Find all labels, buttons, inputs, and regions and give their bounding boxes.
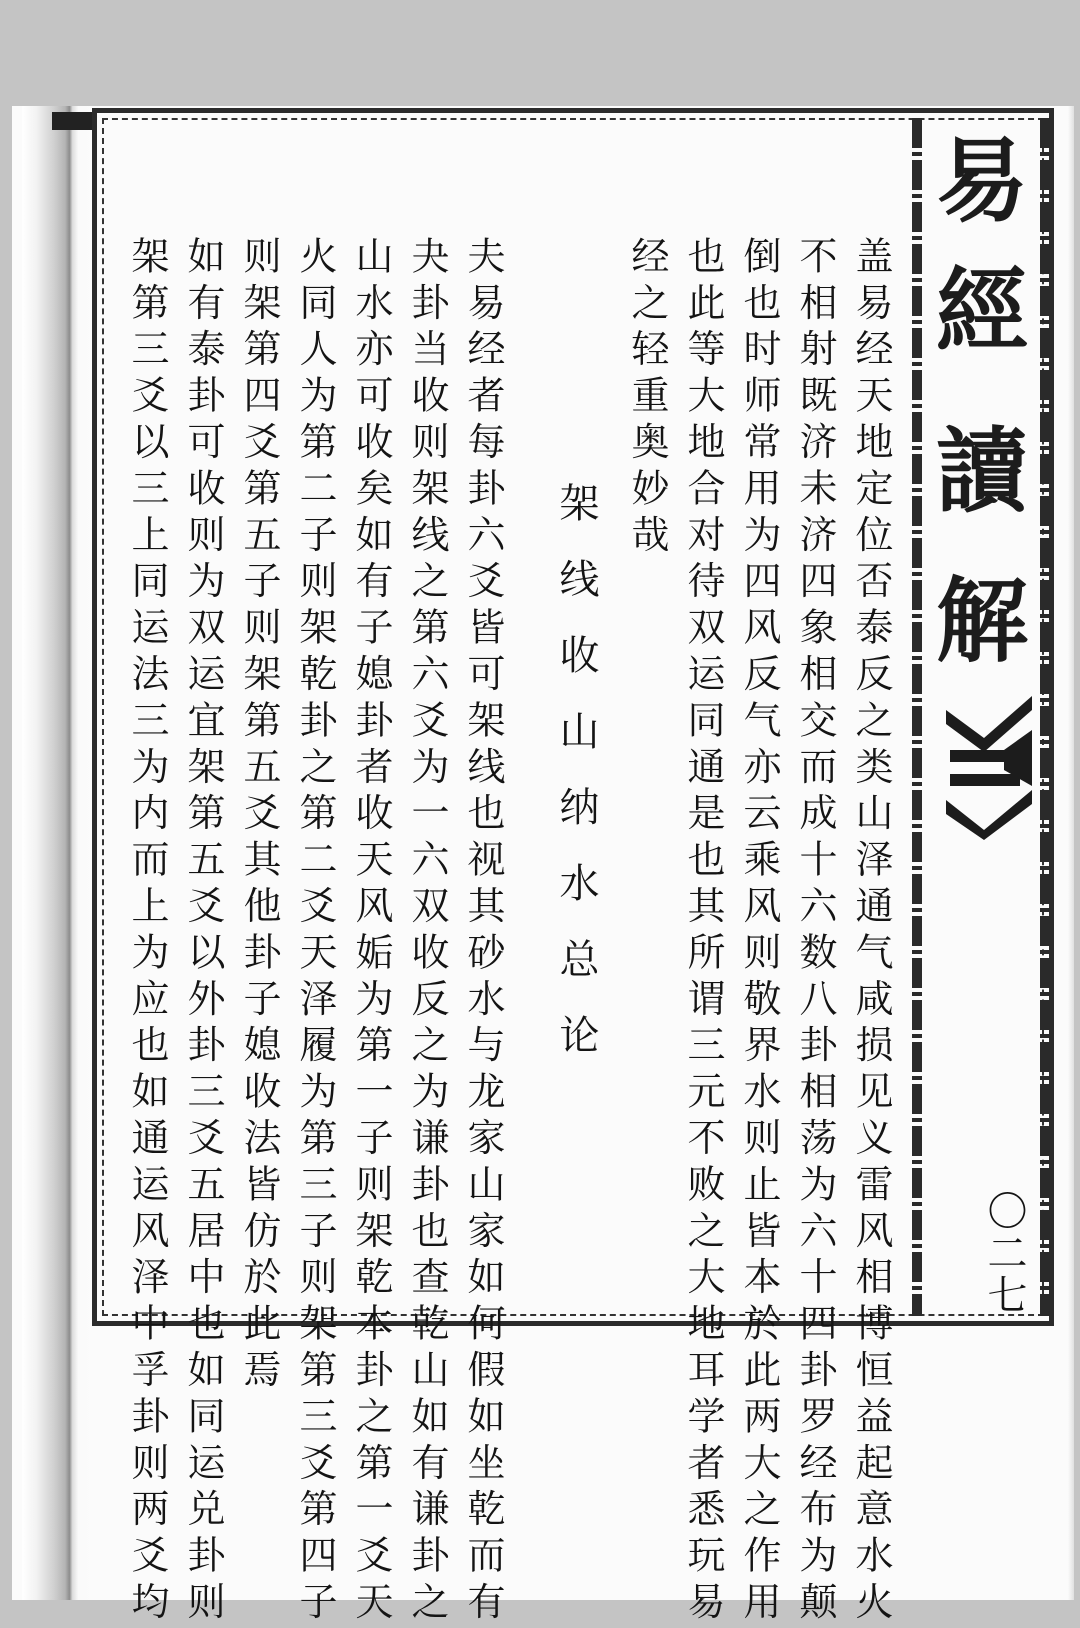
text-column: 夫易经者每卦六爻皆可架线也视其砂水与龙家山家如何假如坐乾而有	[461, 236, 505, 1628]
text-column: 如有泰卦可收则为双运宜架第五爻以外卦三爻五居中也如同运兑卦则	[181, 236, 225, 1628]
text-column: 夬卦当收则架线之第六爻为一六双收反之为谦卦也查乾山如有谦卦之	[405, 236, 449, 1628]
text-column: 架第三爻以三上同运法三为内而上为应也如通运风泽中孚卦则两爻均	[125, 236, 169, 1628]
spine-clip	[52, 112, 92, 130]
page-number: 〇二七	[981, 1190, 1027, 1316]
title-divider-right	[1040, 118, 1050, 1316]
book-title	[932, 125, 1032, 985]
text-column: 不相射既济未济四象相交而成十六数八卦相荡为六十四卦罗经布为颠	[793, 236, 837, 1628]
text-column: 经之轻重奥妙哉	[625, 236, 669, 561]
title-divider-left	[912, 118, 922, 1316]
text-column: 山水亦可收矣如有子媳卦者收天风姤为第一子则架乾本卦之第一爻天	[349, 236, 393, 1628]
page-edge	[1068, 106, 1074, 1600]
title-char: 經	[935, 257, 1028, 365]
wave-seal-icon	[944, 690, 1034, 840]
title-char: 讀	[935, 417, 1028, 525]
text-column: 则架第四爻第五子则架第五爻其他卦子媳收法皆仿於此焉	[237, 236, 281, 1396]
book-spine-shadow	[22, 106, 94, 1600]
title-char: 解	[935, 567, 1028, 675]
text-column: 盖易经天地定位否泰反之类山泽通气咸损见义雷风相博恒益起意水火	[849, 236, 893, 1628]
text-column: 也此等大地合对待双运同通是也其所谓三元不败之大地耳学者悉玩易	[681, 236, 725, 1628]
title-char: 易	[935, 127, 1028, 235]
text-column: 倒也时师常用为四风反气亦云乘风则敬界水则止皆本於此两大之作用	[737, 236, 781, 1628]
section-heading: 架线收山纳水总论	[553, 482, 599, 1090]
text-column: 火同人为第二子则架乾卦之第二爻天泽履为第三子则架第三爻第四子	[293, 236, 337, 1628]
